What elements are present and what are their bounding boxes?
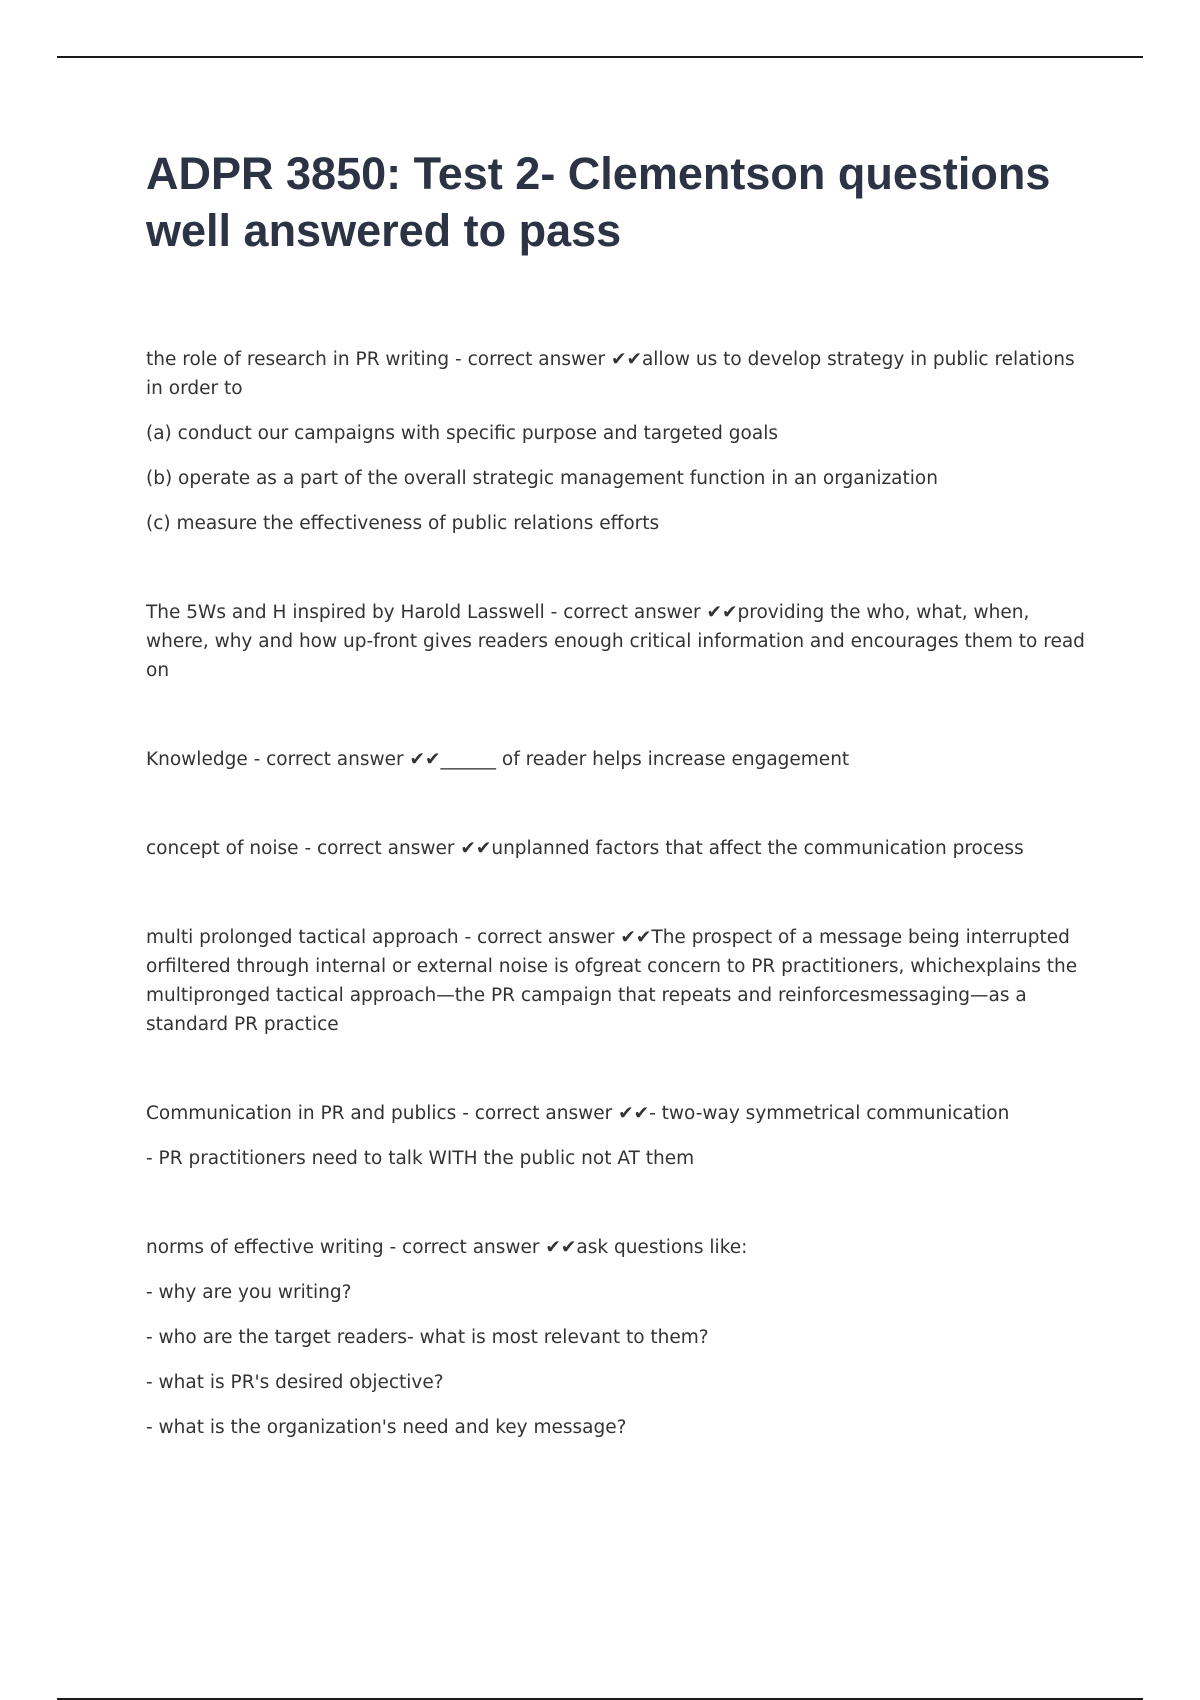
answer-option: (b) operate as a part of the overall strategic management function in an organization	[146, 468, 938, 489]
question-line: multi prolonged tactical approach - correct answer ✔✔The prospect of a message being interrupted orfiltered through internal or external noise is ofgreat concern to PR practitioners, whichexplains the multipronged tactical approach—the PR campaign that repeats and reinforcesmessaging—as a standard PR practice	[146, 927, 1078, 1035]
qa-item	[146, 834, 1086, 863]
answer-line: - PR practitioners need to talk WITH the public not AT them	[146, 1148, 695, 1169]
qa-item	[146, 745, 1086, 774]
qa-item	[146, 1233, 1086, 1442]
answer-line: - what is the organization's need and key message?	[146, 1417, 627, 1438]
question-line: The 5Ws and H inspired by Harold Lasswell - correct answer ✔✔providing the who, what, when, where, why and how up-front gives readers enough critical information and encourages them to read on	[146, 602, 1085, 681]
qa-item	[146, 598, 1086, 685]
qa-item	[146, 923, 1086, 1039]
document-body	[146, 345, 1086, 1502]
answer-line: - what is PR's desired objective?	[146, 1372, 444, 1393]
question-line: the role of research in PR writing - correct answer ✔✔allow us to develop strategy in public relations in order to	[146, 349, 1075, 399]
question-line: concept of noise - correct answer ✔✔unplanned factors that affect the communication process	[146, 838, 1024, 859]
answer-line: - why are you writing?	[146, 1282, 352, 1303]
answer-option: (a) conduct our campaigns with specific purpose and targeted goals	[146, 423, 778, 444]
qa-item	[146, 345, 1086, 538]
header-rule	[57, 56, 1143, 58]
answer-option: (c) measure the effectiveness of public relations efforts	[146, 513, 660, 534]
question-line: Knowledge - correct answer ✔✔______ of reader helps increase engagement	[146, 749, 850, 770]
answer-line: - who are the target readers- what is most relevant to them?	[146, 1327, 709, 1348]
qa-item	[146, 1099, 1086, 1173]
question-line: Communication in PR and publics - correct answer ✔✔- two-way symmetrical communication	[146, 1103, 1010, 1124]
document-title: ADPR 3850: Test 2- Clementson questions well answered to pass	[146, 148, 1051, 256]
question-line: norms of effective writing - correct answer ✔✔ask questions like:	[146, 1237, 748, 1258]
